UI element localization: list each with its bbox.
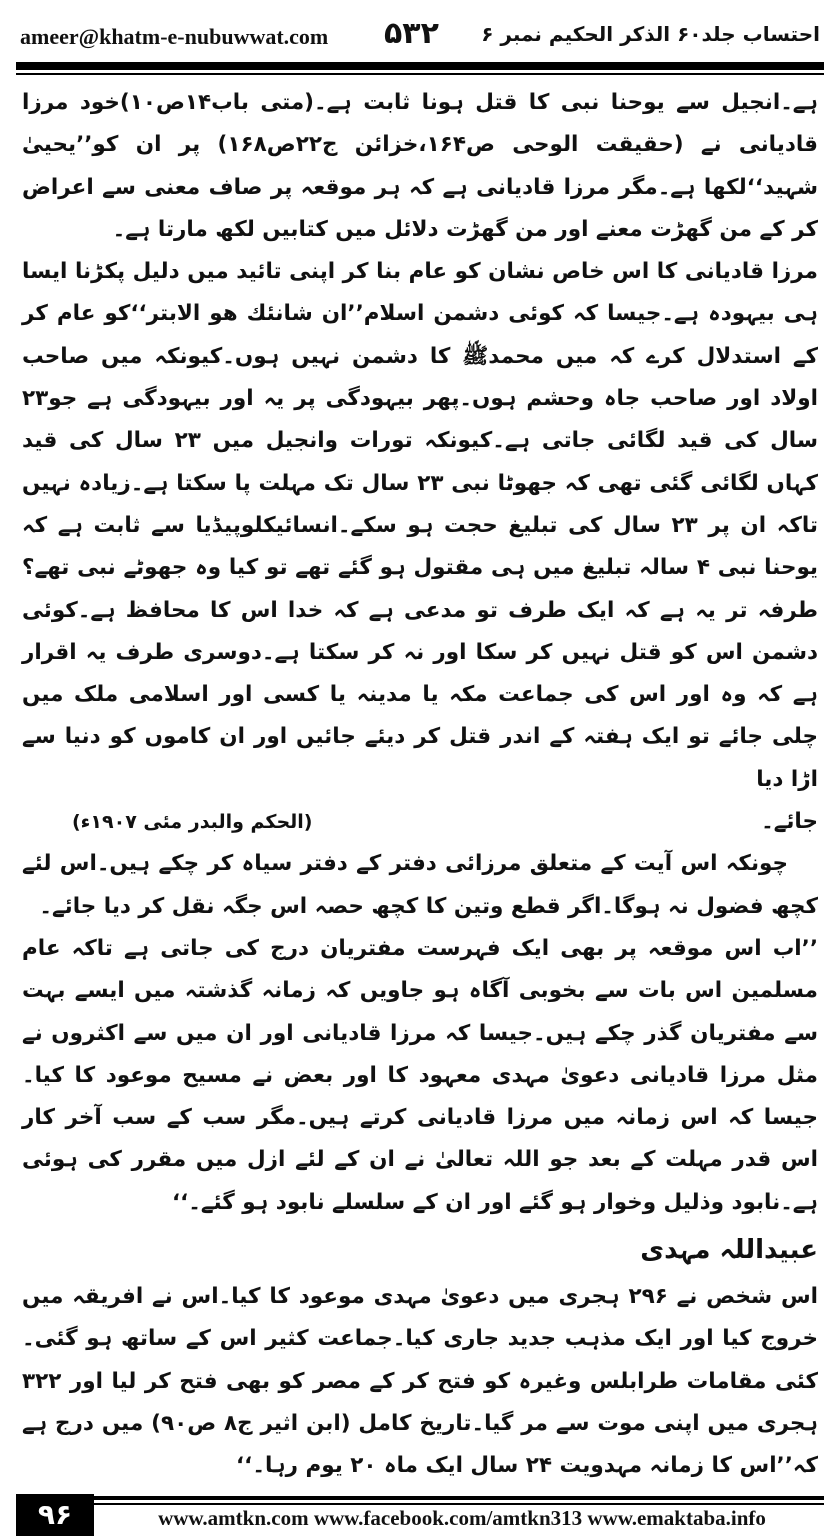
- body-paragraph-3: چونکہ اس آیت کے متعلق مرزائی دفتر کے دفتر سیاہ کر چکے ہیں۔اس لئے کچھ فضول نہ ہوگا۔اگر قطع وتین کا کچھ حصہ اس جگہ نقل کر دیا جائے۔: [22, 851, 818, 919]
- header-rule-thick: [16, 62, 824, 70]
- page-body: [22, 82, 819, 1479]
- body-paragraph-5: اس شخص نے ۲۹۶ ہجری میں دعویٰ مہدی موعود کا کیا۔اس نے افریقہ میں خروج کیا اور ایک مذہب جدید جاری کیا۔جماعت کثیر اس کے ساتھ ہو گئی۔کئی مقامات طرابلس وغیرہ کو فتح کر کے مصر کو بھی فتح کر لیا اور ۳۲۲ ہجری میں اپنی موت سے مر گیا۔تاریخ کامل (ابن اثیر ج۸ ص۹۰) میں درج ہے کہ’’اس کا زمانہ مہدویت ۲۴ سال ایک ماہ ۲۰ یوم رہا۔‘‘: [22, 1284, 819, 1479]
- footer-rule-thick: [94, 1496, 824, 1500]
- header-book-title: احتساب جلد۶۰ الذکر الحکیم نمبر ۶: [481, 22, 820, 46]
- section-heading: عبیداللہ مہدی: [640, 1235, 818, 1266]
- header-page-number: ۵۳۲: [384, 16, 439, 51]
- body-paragraph-1: ہے۔انجیل سے یوحنا نبی کا قتل ہونا ثابت ہے۔(متی باب۱۴ص۱۰)خود مرزا قادیانی نے (حقیقت الوحی ص۱۶۴،خزائن ج۲۲ص۱۶۸) پر ان کو’’یحییٰ شہید‘‘لکھا ہے۔مگر مرزا قادیانی ہے کہ ہر موقعہ پر صاف معنی سے اعراض کر کے من گھڑت معنے اور من گھڑت دلائل میں کتابیں لکھ مارتا ہے۔: [22, 90, 818, 242]
- header-email: ameer@khatm-e-nubuwwat.com: [20, 24, 329, 49]
- footer-links: www.amtkn.com www.facebook.com/amtkn313 www.emaktaba.info: [158, 1506, 766, 1530]
- footer-rule-thin: [94, 1503, 824, 1505]
- body-paragraph-4: ’’اب اس موقعہ پر بھی ایک فہرست مفتریان درج کی جاتی ہے تاکہ عام مسلمین اس بات سے بخوبی آگاہ ہو جاویں کہ زمانہ گذشتہ میں ایسے بہت سے مفتریان گذر چکے ہیں۔جیسا کہ مرزا قادیانی اور ان میں سے اکثروں نے مثل مرزا قادیانی دعویٰ مہدی معہود کا اور بعض نے مسیح موعود کا کیا۔جیسا کہ اس زمانہ میں مرزا قادیانی کرتے ہیں۔مگر سب کے سب آخر کار اس قدر مہلت کے بعد جو اللہ تعالیٰ نے ان کے لئے ازل میں مقرر کی ہوئی ہے۔نابود وذلیل وخوار ہو گئے اور ان کے سلسلے نابود ہو گئے۔‘‘: [22, 935, 818, 1215]
- footer-page-number: ۹۶: [16, 1494, 94, 1536]
- header-rule-thin: [16, 73, 824, 75]
- body-paragraph-2-end: جائے۔: [761, 809, 818, 835]
- citation-line: [22, 801, 818, 843]
- citation: (الحکم والبدر مئی ۱۹۰۷ء): [72, 811, 313, 834]
- page-header: [16, 10, 824, 60]
- body-paragraph-2: مرزا قادیانی کا اس خاص نشان کو عام بنا کر اپنی تائید میں دلیل پکڑنا ایسا ہی بیہودہ ہے۔جیسا کہ کوئی دشمن اسلام’’ان شانئك هو الابتر‘‘کو عام کر کے استدلال کرے کہ میں محمدﷺ کا دشمن نہیں ہوں۔کیونکہ میں صاحب اولاد اور صاحب جاہ وحشم ہوں۔پھر بیہودگی پر یہ اور بیہودگی ہے جو۲۳ سال کی قید لگائی جاتی ہے۔کیونکہ تورات وانجیل میں ۲۳ سال کی قید کہاں لگائی گئی تھی کہ جھوٹا نبی ۲۳ سال تک مہلت پا سکتا ہے۔زیادہ نہیں تاکہ ان پر ۲۳ سال کی تبلیغ حجت ہو سکے۔انسائیکلوپیڈیا سے ثابت ہے کہ یوحنا نبی ۴ سالہ تبلیغ میں ہی مقتول ہو گئے تھے تو کیا وہ جھوٹے نبی تھے؟ طرفہ تر یہ ہے کہ ایک طرف تو مدعی ہے کہ خدا اس کا محافظ ہے۔کوئی دشمن اس کو قتل نہیں کر سکا اور نہ کر سکتا ہے۔دوسری طرف یہ اقرار ہے کہ وہ اور اس کی جماعت مکہ یا مدینہ یا کسی اور اسلامی ملک میں چلی جائے تو ایک ہفتہ کے اندر قتل کر دیئے جائیں اور ان کاموں کو دنیا سے اڑا دیا: [22, 259, 819, 792]
